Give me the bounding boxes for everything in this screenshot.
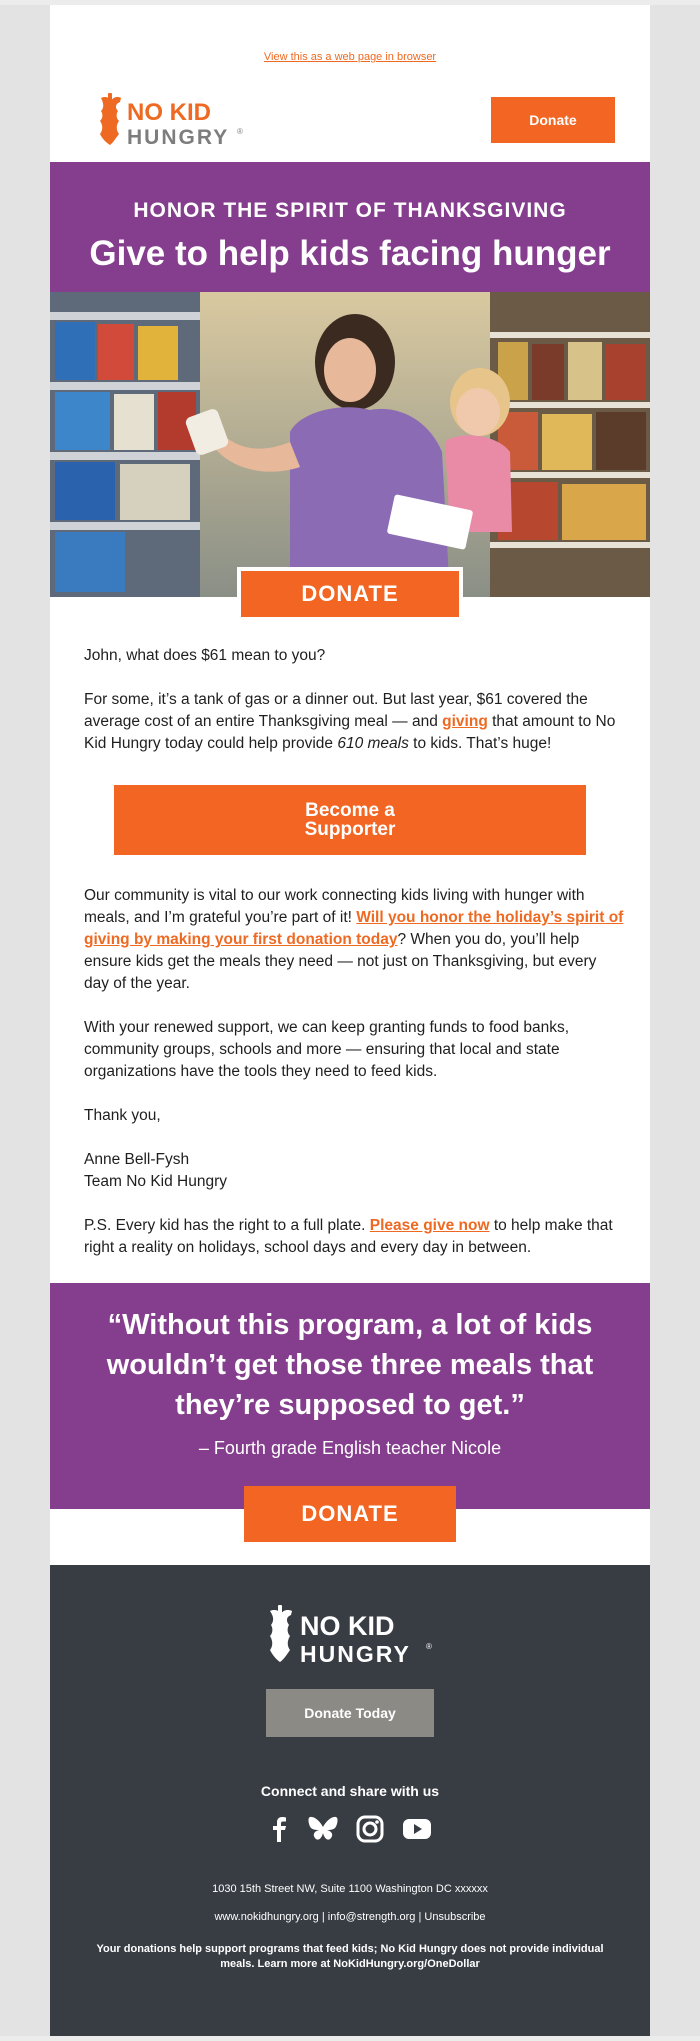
paragraph-3: With your renewed support, we can keep granting funds to food banks, community groups, schools and more — ensuring that local and state organizations have the tools they need to feed kids. bbox=[84, 1019, 570, 1080]
footer-logo-line-1: NO KID bbox=[300, 1611, 395, 1641]
facebook-icon[interactable] bbox=[268, 1816, 290, 1842]
view-in-browser-link[interactable]: View this as a web page in browser bbox=[263, 51, 437, 63]
link-separator-2: | bbox=[415, 1911, 425, 1923]
paragraph-1 bbox=[84, 689, 624, 755]
hero-eyebrow: HONOR THE SPIRIT OF THANKSGIVING bbox=[133, 199, 567, 222]
signature-team: Team No Kid Hungry bbox=[84, 1173, 228, 1190]
footer-no-kid-hungry-logo[interactable] bbox=[260, 1603, 440, 1669]
p1-text-a: For some, it’s a tank of gas or a dinner out. But last year, $61 covered the average cost of an entire Thanksgiving meal — and bbox=[84, 691, 588, 730]
become-supporter-button[interactable] bbox=[114, 785, 586, 855]
p2-text-b: ? When you do, you’ll help ensure kids get the meals they need — not just on Thanksgiving, but every day of the year. bbox=[84, 931, 597, 992]
left-gutter bbox=[0, 5, 50, 2036]
right-gutter bbox=[650, 5, 700, 2036]
signature-name: Anne Bell-Fysh bbox=[84, 1151, 190, 1168]
p1-text-c: to kids. That’s huge! bbox=[408, 735, 552, 752]
postscript bbox=[84, 1215, 624, 1259]
meals-count: 610 meals bbox=[337, 735, 409, 752]
mailing-address: 1030 15th Street NW, Suite 1100 Washington DC xxxxxx bbox=[212, 1883, 488, 1895]
giving-link[interactable]: giving bbox=[442, 713, 488, 730]
email-link[interactable]: info@strength.org bbox=[327, 1911, 416, 1923]
greeting: John, what does $61 mean to you? bbox=[84, 647, 326, 664]
hero-banner bbox=[50, 162, 650, 292]
bluesky-icon[interactable] bbox=[308, 1816, 338, 1842]
footer-logo-line-2: HUNGRY bbox=[300, 1641, 411, 1667]
supporter-line-2: Supporter bbox=[304, 819, 396, 840]
logo-line-2: HUNGRY bbox=[127, 126, 230, 149]
hero-photo-mother-and-child-in-grocery-aisle[interactable] bbox=[50, 292, 650, 597]
no-kid-hungry-logo[interactable] bbox=[91, 92, 251, 150]
hero-donate-button[interactable]: DONATE bbox=[237, 567, 463, 621]
footer-donate-today-button[interactable]: Donate Today bbox=[266, 1689, 434, 1737]
ps-text-b: to help make that right a reality on holidays, school days and every day in between. bbox=[84, 1217, 613, 1256]
footer-logo-registered-mark: ® bbox=[426, 1642, 432, 1651]
apple-core-icon bbox=[100, 93, 121, 145]
youtube-icon[interactable] bbox=[402, 1818, 432, 1840]
footer-apple-core-icon bbox=[270, 1605, 292, 1662]
logo-line-1: NO KID bbox=[127, 99, 211, 126]
ps-text-a: P.S. Every kid has the right to a full plate. bbox=[84, 1217, 370, 1234]
footer-links bbox=[50, 1911, 650, 1923]
p2-text-a: Our community is vital to our work connecting kids living with hunger with meals, and I’m grateful you’re part of it! bbox=[84, 887, 585, 926]
testimonial-attribution: – Fourth grade English teacher Nicole bbox=[198, 1438, 502, 1458]
thank-you: Thank you, bbox=[84, 1107, 161, 1124]
instagram-icon[interactable] bbox=[356, 1815, 384, 1843]
please-give-now-link[interactable]: Please give now bbox=[369, 1217, 490, 1234]
connect-heading: Connect and share with us bbox=[260, 1783, 440, 1799]
first-donation-link[interactable]: Will you honor the holiday’s spirit of giving by making your first donation today bbox=[84, 909, 624, 948]
testimonial-donate-button[interactable]: DONATE bbox=[244, 1486, 456, 1542]
email-body bbox=[50, 5, 650, 2036]
logo-registered-mark: ® bbox=[237, 127, 243, 136]
unsubscribe-link[interactable]: Unsubscribe bbox=[424, 1911, 486, 1923]
hero-headline: Give to help kids facing hunger bbox=[89, 234, 611, 273]
supporter-line-1: Become a bbox=[305, 800, 395, 821]
website-link[interactable]: www.nokidhungry.org bbox=[214, 1911, 319, 1923]
testimonial-quote: “Without this program, a lot of kids wouldn’t get those three meals that they’re supposed to get.” bbox=[106, 1309, 594, 1421]
social-links bbox=[268, 1812, 432, 1846]
footer bbox=[50, 1565, 650, 2036]
header-donate-button[interactable]: Donate bbox=[491, 97, 615, 143]
paragraph-2 bbox=[84, 885, 624, 995]
link-separator-1: | bbox=[318, 1911, 328, 1923]
footer-disclaimer: Your donations help support programs that feed kids; No Kid Hungry does not provide individual meals. Learn more at NoKidHungry.org/OneDollar bbox=[96, 1943, 604, 1970]
testimonial-banner bbox=[50, 1283, 650, 1509]
p1-text-b: that amount to No Kid Hungry today could help provide bbox=[84, 713, 616, 752]
